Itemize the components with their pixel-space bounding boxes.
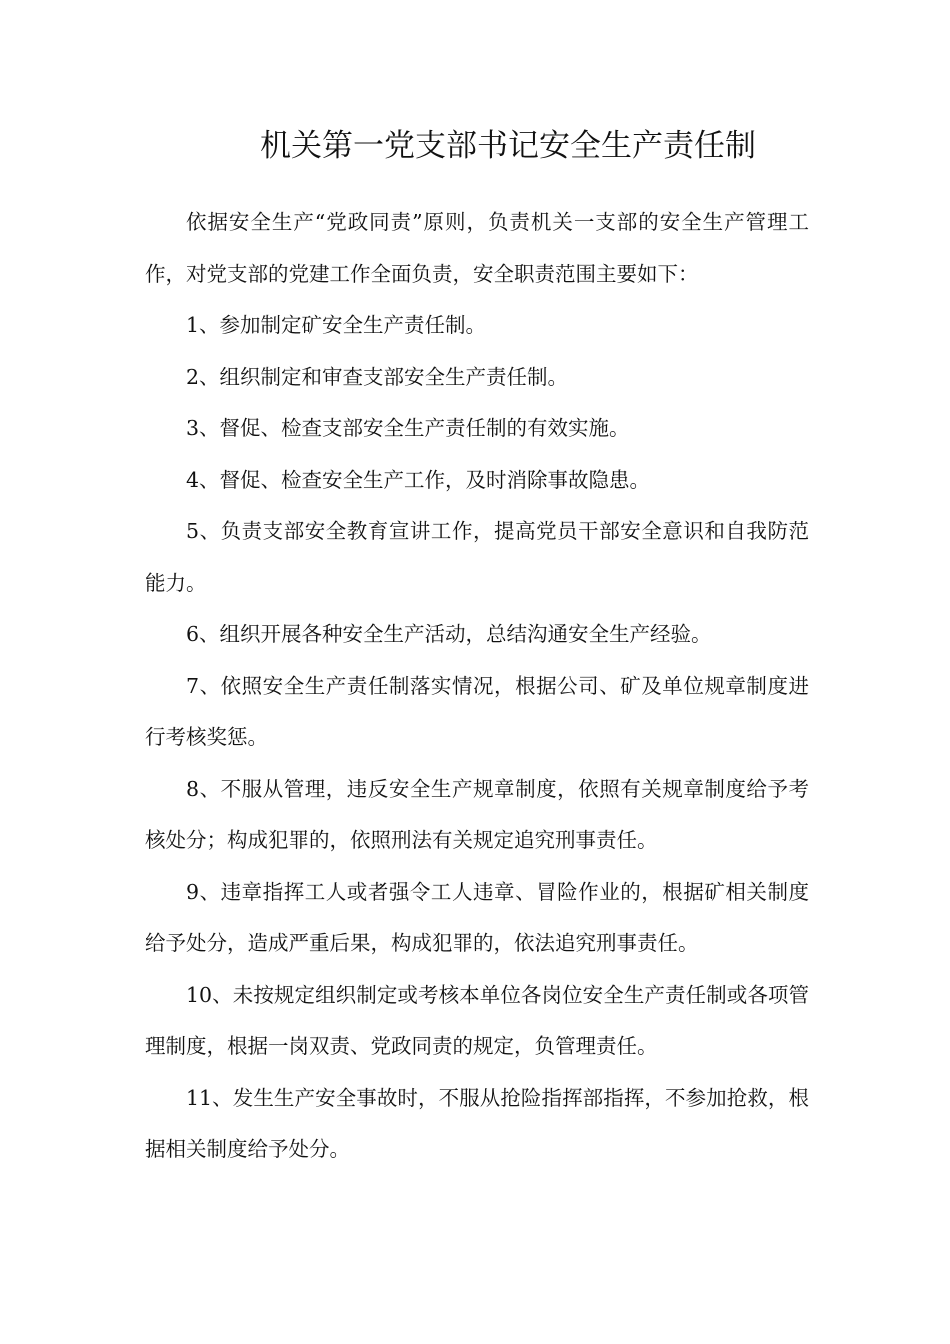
document-body [145, 197, 809, 1176]
clause-4: 4、督促、检查安全生产工作，及时消除事故隐患。 [186, 467, 651, 492]
clause-10: 10、未按规定组织制定或考核本单位各岗位安全生产责任制或各项管理制度，根据一岗双责、党政同责的规定，负管理责任。 [145, 982, 809, 1058]
clause-2: 2、组织制定和审查支部安全生产责任制。 [186, 364, 569, 389]
clause-7: 7、依照安全生产责任制落实情况，根据公司、矿及单位规章制度进行考核奖惩。 [145, 673, 809, 749]
intro-paragraph: 依据安全生产“党政同责”原则，负责机关一支部的安全生产管理工作，对党支部的党建工作全面负责，安全职责范围主要如下： [145, 210, 809, 286]
clause-6: 6、组织开展各种安全生产活动，总结沟通安全生产经验。 [186, 622, 712, 646]
document-title: 机关第一党支部书记安全生产责任制 [260, 128, 756, 164]
clause-1: 1、参加制定矿安全生产责任制。 [186, 313, 487, 337]
clause-5: 5、负责支部安全教育宣讲工作，提高党员干部安全意识和自我防范能力。 [145, 519, 809, 595]
clause-8: 8、不服从管理，违反安全生产规章制度，依照有关规章制度给予考核处分；构成犯罪的，依照刑法有关规定追究刑事责任。 [145, 776, 809, 852]
clause-9: 9、违章指挥工人或者强令工人违章、冒险作业的，根据矿相关制度给予处分，造成严重后果，构成犯罪的，依法追究刑事责任。 [145, 879, 809, 955]
clause-11: 11、发生生产安全事故时，不服从抢险指挥部指挥，不参加抢救，根据相关制度给予处分。 [145, 1085, 809, 1161]
clause-3: 3、督促、检查支部安全生产责任制的有效实施。 [186, 416, 630, 440]
